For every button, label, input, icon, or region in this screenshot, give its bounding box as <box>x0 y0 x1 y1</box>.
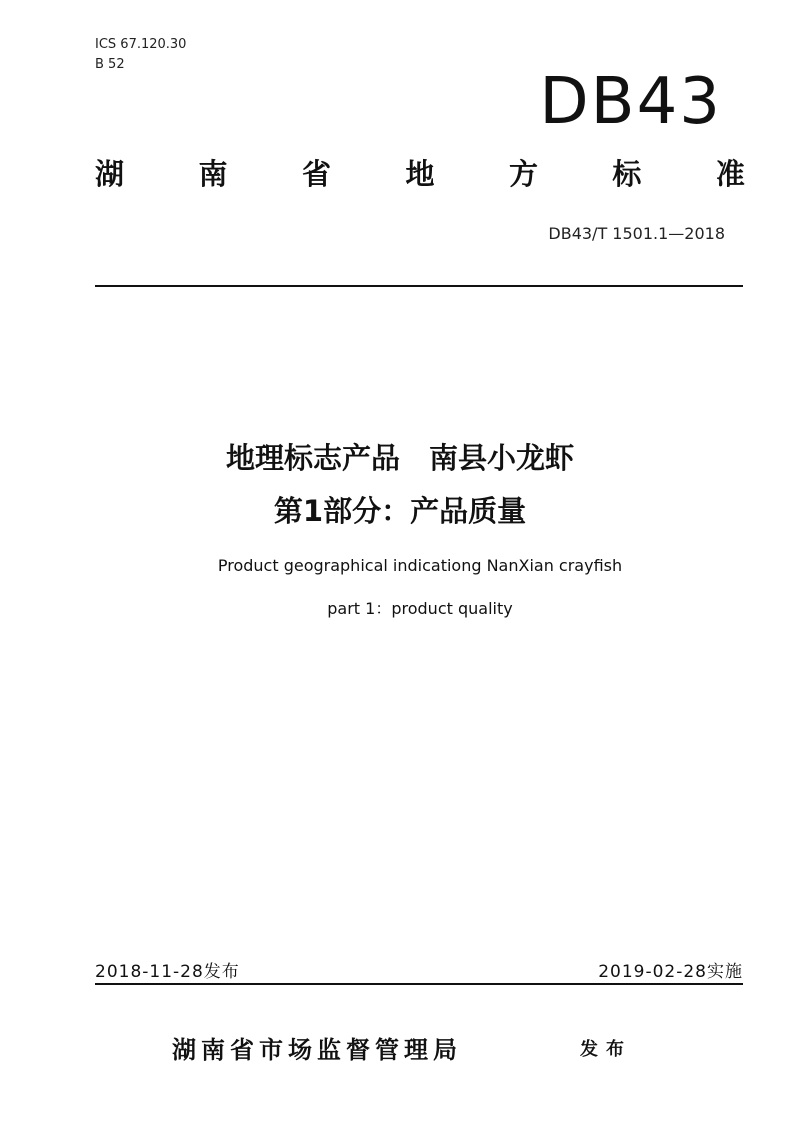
ccs-code: B 52 <box>95 57 125 72</box>
standard-type-char: 方 <box>508 157 538 191</box>
title-english-line-1: Product geographical indicationg NanXian crayfish <box>217 556 623 575</box>
title-chinese-line-2: 第1部分：产品质量 <box>273 494 527 528</box>
standard-code: DB43 <box>539 65 722 139</box>
issuing-authority: 湖南省市场监督管理局 <box>172 1036 462 1064</box>
standard-type-char: 地 <box>405 157 435 191</box>
top-divider <box>95 285 743 287</box>
standard-type-char: 南 <box>198 157 228 191</box>
title-english-line-2: part 1：product quality <box>327 599 513 618</box>
standard-type-char: 省 <box>301 157 331 191</box>
implementation-date: 2019-02-28实施 <box>598 962 743 982</box>
bottom-divider <box>95 983 743 985</box>
standard-type-char: 准 <box>715 157 745 191</box>
standard-type-heading <box>95 152 745 192</box>
standard-number: DB43/T 1501.1—2018 <box>548 224 725 243</box>
title-chinese-line-1: 地理标志产品 南县小龙虾 <box>225 441 574 475</box>
standard-type-char: 标 <box>612 157 642 191</box>
ics-code: ICS 67.120.30 <box>95 37 187 52</box>
publish-date: 2018-11-28发布 <box>95 962 240 982</box>
standard-type-char: 湖 <box>95 157 125 191</box>
classification-codes <box>95 35 186 75</box>
issue-label: 发布 <box>580 1039 632 1060</box>
